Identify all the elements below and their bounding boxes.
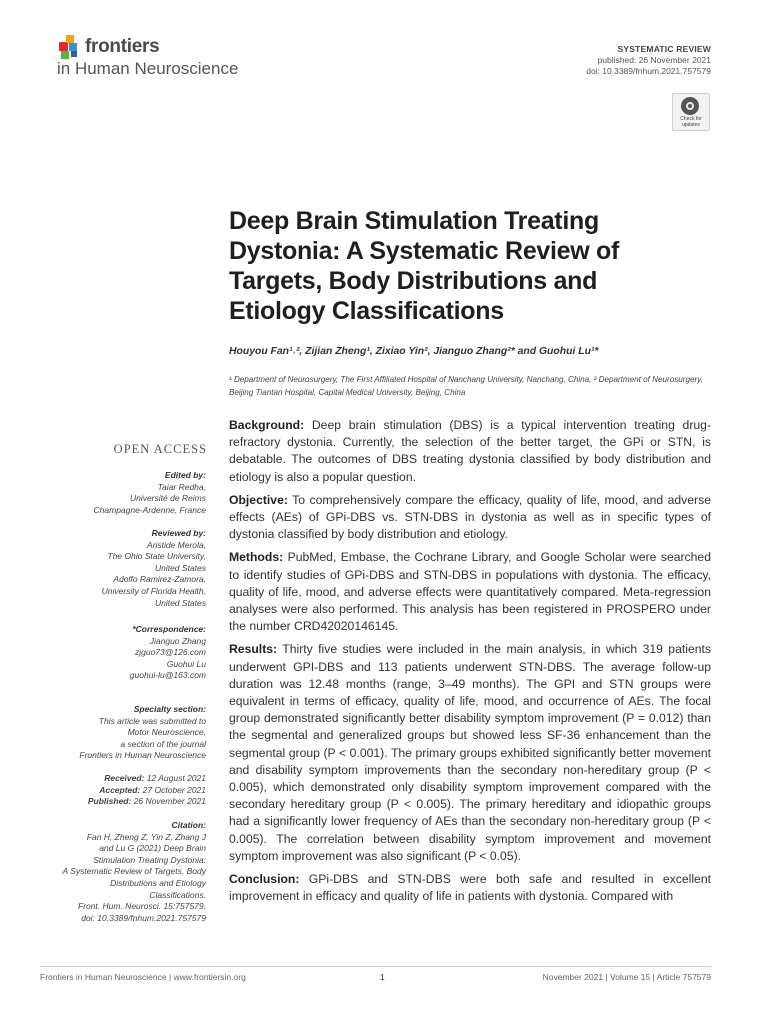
sidebar-line: Jianguo Zhang xyxy=(149,635,206,646)
sidebar-line: Classifications. xyxy=(149,889,206,900)
logo-wordmark: frontiers xyxy=(85,36,160,57)
footer-divider xyxy=(40,966,711,967)
sidebar-line: Frontiers in Human Neuroscience xyxy=(79,750,206,761)
accepted-date: Accepted: 27 October 2021 xyxy=(99,784,206,795)
section-heading: *Correspondence: xyxy=(132,624,206,634)
sidebar-line: Front. Hum. Neurosci. 15:757579. xyxy=(77,901,206,912)
sidebar-line: A Systematic Review of Targets, Body xyxy=(62,866,206,877)
sidebar-line: Université de Reims xyxy=(129,493,206,504)
section-heading: Reviewed by: xyxy=(151,528,206,538)
author-list: Houyou Fan¹˒², Zijian Zheng¹, Zixiao Yin², Jianguo Zhang²* and Guohui Lu¹* xyxy=(229,346,599,357)
sidebar-line: United States xyxy=(154,597,206,608)
citation-section xyxy=(36,820,206,924)
article-title: Deep Brain Stimulation Treating Dystonia: A Systematic Review of Targets, Body Distributions and Etiology Classifications xyxy=(229,207,620,325)
published-date-sidebar: Published: 26 November 2021 xyxy=(87,796,206,807)
abstract-conclusion: Conclusion: GPi-DBS and STN-DBS were both safe and resulted in excellent improvement in efficacy and quality of life in patients with dystonia. Compared with xyxy=(229,872,711,904)
edited-by-section xyxy=(36,470,206,516)
email-link[interactable]: guohui-lu@163.com xyxy=(129,670,206,681)
abstract-objective: Objective: To comprehensively compare the efficacy, quality of life, mood, and adverse effects (AEs) of GPi-DBS vs. STN-DBS in dystonia as well as in specific types of dystonia classified by body distribution and etiology. xyxy=(229,492,711,542)
sidebar-line: Motor Neuroscience, xyxy=(127,727,206,738)
article-header xyxy=(586,44,711,77)
sidebar-line: a section of the journal xyxy=(120,738,206,749)
sidebar-line: The Ohio State University, xyxy=(107,551,206,562)
article-doi[interactable]: doi: 10.3389/fnhum.2021.757579 xyxy=(586,66,711,76)
frontiers-logo-icon xyxy=(57,34,81,62)
abstract xyxy=(229,417,711,911)
check-for-updates-button[interactable] xyxy=(672,93,710,131)
footer-journal-link[interactable]: Frontiers in Human Neuroscience | www.frontiersin.org xyxy=(40,972,246,982)
article-type: SYSTEMATIC REVIEW xyxy=(617,44,711,54)
abstract-results: Results: Thirty five studies were included in the main analysis, in which 319 patients underwent GPI-DBS and 113 patients underwent STN-DBS. The average follow-up duration was 12.48 months (range, 3–49 months). The GPI and STN groups were equivalent in terms of efficacy, quality of life, mood, and occurrence of AEs. The focal group demonstrated significantly better disability symptom improvement (P = 0.012) than the segmental and generalized groups but showed less SF-36 enhancement than the segmental group (P < 0.001). The primary groups exhibited significantly better movement and disability symptom improvements than the secondary non-hereditary group (P < 0.005), which demonstrated only disability symptom improvement compared with the secondary hereditary group (P < 0.005). The primary hereditary and idiopathic groups had a significantly lower frequency of AEs than the secondary non-hereditary group (P < 0.005). The correlation between disability symptom improvement and movement symptom improvement was also significant (P < 0.05). xyxy=(229,642,711,863)
sidebar-line: and Lu G (2021) Deep Brain xyxy=(99,843,206,854)
sidebar-line: University of Florida Health, xyxy=(101,585,206,596)
check-updates-label: Check for updates xyxy=(680,116,702,128)
affiliations: ¹ Department of Neurosurgery, The First Affiliated Hospital of Nanchang University, Nanchang, China, ² Department of Neurosurgery, Beijing Tiantan Hospital, Capital Medical University, Beijing, China xyxy=(229,375,703,397)
sidebar-line: Champagne-Ardenne, France xyxy=(93,504,206,515)
specialty-section xyxy=(36,704,206,762)
journal-name: in Human Neuroscience xyxy=(57,59,239,78)
journal-logo xyxy=(57,34,277,82)
reviewed-by-section xyxy=(36,528,206,609)
open-access-label: OPEN ACCESS xyxy=(113,442,207,456)
sidebar-line: This article was submitted to xyxy=(98,715,206,726)
section-heading: Citation: xyxy=(171,820,206,830)
page-number: 1 xyxy=(380,972,385,982)
correspondence-section xyxy=(36,624,206,682)
dates-section xyxy=(36,773,206,808)
sidebar-line: Fan H, Zheng Z, Yin Z, Zhang J xyxy=(86,831,206,842)
sidebar-line: United States xyxy=(154,562,206,573)
sidebar-line: Aristide Merola, xyxy=(146,539,206,550)
footer-issue-info: November 2021 | Volume 15 | Article 757579 xyxy=(542,972,711,982)
check-updates-icon xyxy=(681,97,699,115)
abstract-background: Background: Deep brain stimulation (DBS) is a typical intervention treating drug-refractory dystonia. Currently, the selection of the better target, the GPi or STN, is debatable. The outcomes of DBS treating dystonia classified by body distribution and etiology is also a popular question. xyxy=(229,418,711,484)
sidebar-line: Taiar Redha, xyxy=(157,481,206,492)
abstract-methods: Methods: PubMed, Embase, the Cochrane Library, and Google Scholar were searched to identify studies of GPi-DBS and STN-DBS in populations with dystonia. The efficacy, quality of life, mood, and adverse effects were quantitatively compared. Meta-regression analyses were also performed. This analysis has been registered in PROSPERO under the number CRD42020146145. xyxy=(229,550,711,634)
citation-doi-link[interactable]: doi: 10.3389/fnhum.2021.757579 xyxy=(81,912,206,923)
published-date: published: 26 November 2021 xyxy=(597,55,711,65)
sidebar-line: Distributions and Etiology xyxy=(110,877,206,888)
email-link[interactable]: zjguo73@126.com xyxy=(134,647,206,658)
sidebar-line: Stimulation Treating Dystonia: xyxy=(93,854,206,865)
section-heading: Edited by: xyxy=(164,470,206,480)
received-date: Received: 12 August 2021 xyxy=(104,773,206,783)
sidebar-line: Adolfo Ramirez-Zamora, xyxy=(113,574,206,585)
sidebar-line: Guohui Lu xyxy=(166,658,206,669)
section-heading: Specialty section: xyxy=(133,704,206,714)
